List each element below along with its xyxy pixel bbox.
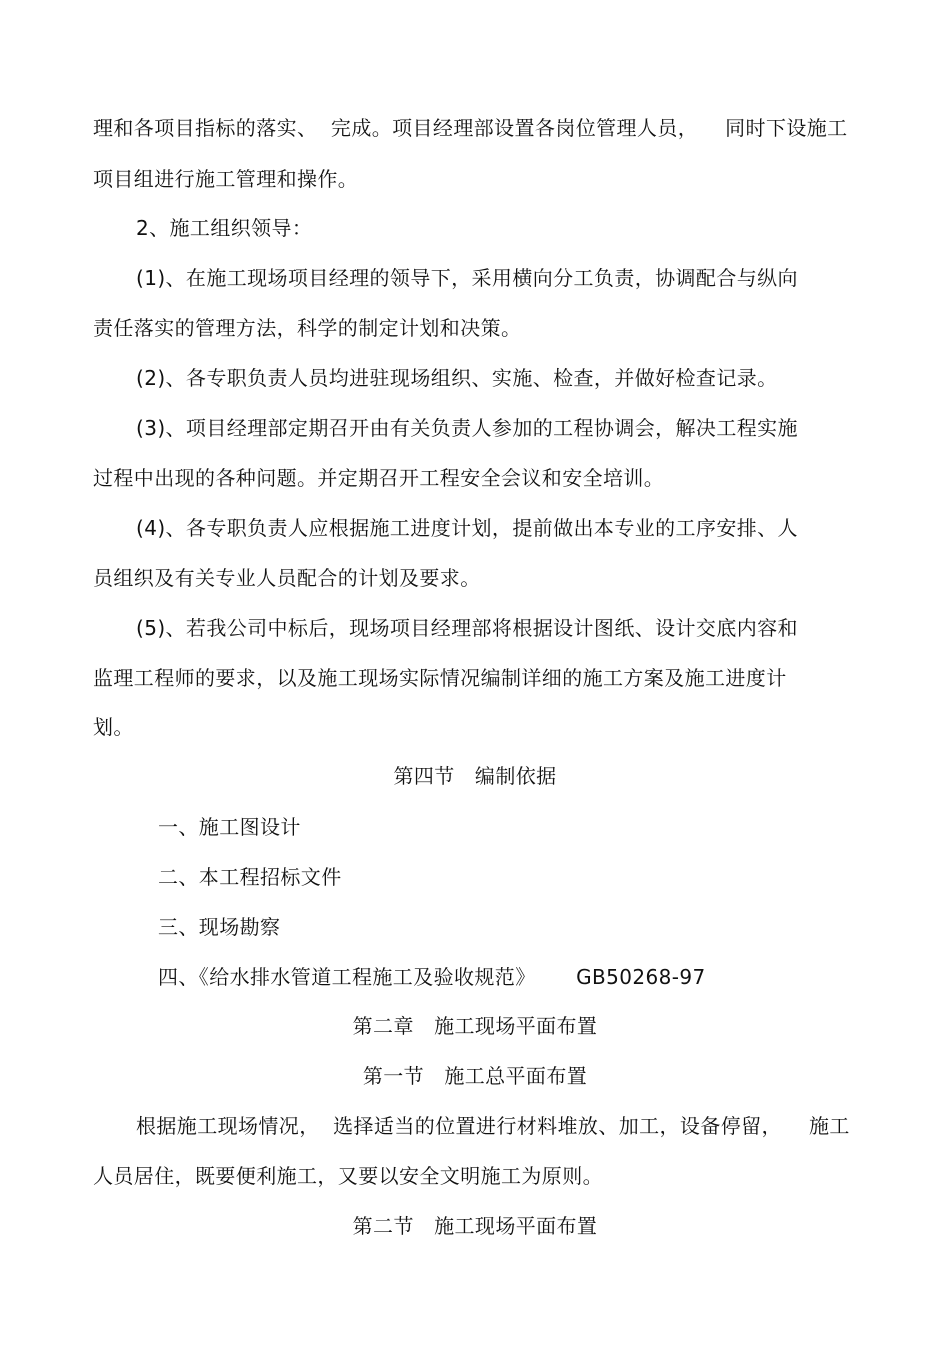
- list-item-line: (1)、在施工现场项目经理的领导下，采用横向分工负责，协调配合与纵向: [136, 266, 798, 290]
- list-item-line: (2)、各专职负责人员均进驻现场组织、实施、检查，并做好检查记录。: [136, 366, 778, 390]
- paragraph-line: 理和各项目指标的落实、 完成。项目经理部设置各岗位管理人员， 同时下设施工: [93, 116, 848, 140]
- list-item-line: (5)、若我公司中标后，现场项目经理部将根据设计图纸、设计交底内容和: [136, 616, 798, 640]
- list-item-line: 过程中出现的各种问题。并定期召开工程安全会议和安全培训。: [93, 466, 665, 490]
- paragraph-line: 根据施工现场情况， 选择适当的位置进行材料堆放、加工，设备停留， 施工: [136, 1114, 850, 1138]
- paragraph-line: 人员居住，既要便利施工，又要以安全文明施工为原则。: [93, 1164, 603, 1188]
- basis-item: 一、施工图设计: [158, 815, 301, 839]
- list-item-line: 责任落实的管理方法，科学的制定计划和决策。: [93, 316, 522, 340]
- section-title: 第一节 施工总平面布置: [362, 1064, 588, 1088]
- list-item-line: 监理工程师的要求，以及施工现场实际情况编制详细的施工方案及施工进度计: [93, 666, 787, 690]
- chapter-title: 第二章 施工现场平面布置: [352, 1014, 598, 1038]
- paragraph-line: 项目组进行施工管理和操作。: [93, 167, 359, 191]
- basis-item: 三、现场勘察: [158, 915, 281, 939]
- list-item-line: 员组织及有关专业人员配合的计划及要求。: [93, 566, 481, 590]
- basis-item: 二、本工程招标文件: [158, 865, 342, 889]
- section-heading: 2、施工组织领导：: [136, 216, 313, 240]
- section-title: 第二节 施工现场平面布置: [352, 1214, 598, 1238]
- section-title: 第四节 编制依据: [393, 764, 557, 788]
- list-item-line: (4)、各专职负责人应根据施工进度计划，提前做出本专业的工序安排、人: [136, 516, 798, 540]
- basis-item: 四、《给水排水管道工程施工及验收规范》 GB50268-97: [158, 965, 706, 989]
- list-item-line: 划。: [93, 715, 134, 739]
- list-item-line: (3)、项目经理部定期召开由有关负责人参加的工程协调会，解决工程实施: [136, 416, 798, 440]
